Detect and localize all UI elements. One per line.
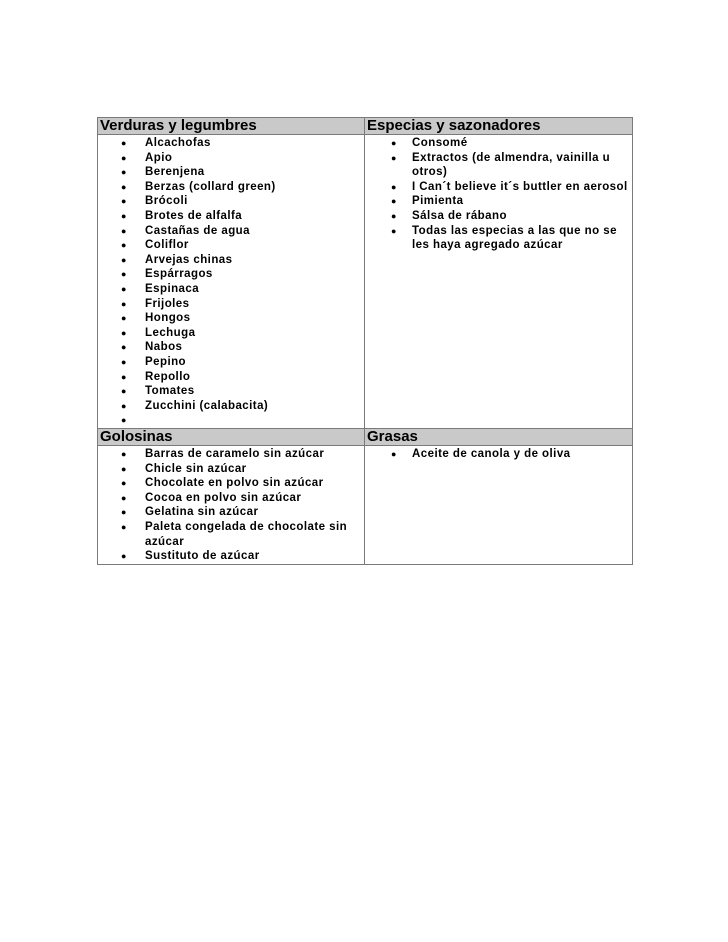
bullet-icon: ● — [391, 210, 397, 221]
list-item — [365, 194, 632, 209]
list-item — [98, 447, 364, 462]
item-text: Paleta congelada de chocolate sin azúcar — [145, 520, 348, 548]
item-text: Tomates — [145, 385, 195, 398]
list-grasas — [365, 446, 632, 462]
bullet-icon: ● — [391, 225, 397, 236]
list-item — [98, 253, 364, 268]
list-item — [98, 151, 364, 166]
item-text: Sálsa de rábano — [412, 209, 507, 222]
header-verduras: Verduras y legumbres — [98, 118, 365, 135]
bullet-icon: ● — [121, 254, 127, 265]
bullet-icon: ● — [121, 210, 127, 221]
bullet-icon: ● — [121, 449, 127, 459]
list-item — [98, 520, 364, 549]
item-text: Chocolate en polvo sin azúcar — [145, 477, 324, 490]
list-item — [98, 180, 364, 195]
bullet-icon: ● — [121, 181, 127, 192]
bullet-icon: ● — [121, 283, 127, 294]
list-item — [98, 209, 364, 224]
bullet-icon: ● — [121, 138, 127, 148]
item-text: Aceite de canola y de oliva — [412, 448, 571, 460]
item-text: Barras de caramelo sin azúcar — [145, 448, 325, 460]
item-text: Castañas de agua — [145, 224, 250, 237]
cell-especias — [365, 135, 633, 429]
list-item — [365, 224, 632, 253]
header-golosinas: Golosinas — [98, 429, 365, 446]
bullet-icon: ● — [121, 327, 127, 338]
item-text: Extractos (de almendra, vainilla u otros) — [412, 151, 611, 179]
item-text: Pimienta — [412, 195, 464, 208]
item-text: Alcachofas — [145, 137, 211, 149]
bullet-icon: ● — [391, 196, 397, 207]
bullet-icon: ● — [121, 298, 127, 309]
item-text: Brotes de alfalfa — [145, 209, 243, 222]
bullet-icon: ● — [121, 521, 127, 532]
cell-verduras — [98, 135, 365, 429]
bullet-icon: ● — [121, 415, 127, 426]
item-text: Repollo — [145, 370, 191, 383]
bullet-icon: ● — [121, 551, 127, 562]
bullet-icon: ● — [121, 463, 127, 474]
list-item-empty — [98, 413, 364, 428]
list-item — [365, 180, 632, 195]
item-text: Gelatina sin azúcar — [145, 506, 259, 519]
list-item — [98, 399, 364, 414]
list-verduras — [98, 135, 364, 428]
header-grasas: Grasas — [365, 429, 633, 446]
list-item — [98, 311, 364, 326]
list-especias — [365, 135, 632, 253]
bullet-icon: ● — [121, 152, 127, 163]
list-item — [98, 384, 364, 399]
item-text: Nabos — [145, 341, 183, 354]
item-text: Todas las especias a las que no se les haya agregado azúcar — [412, 224, 617, 252]
item-text: Lechuga — [145, 326, 196, 339]
item-text: Hongos — [145, 312, 191, 325]
item-text: Frijoles — [145, 297, 190, 310]
bullet-icon: ● — [391, 138, 397, 148]
bullet-icon: ● — [121, 492, 127, 503]
bullet-icon: ● — [391, 181, 397, 192]
cell-golosinas — [98, 446, 365, 565]
bullet-icon: ● — [121, 167, 127, 178]
list-golosinas — [98, 446, 364, 564]
bullet-icon: ● — [121, 342, 127, 353]
list-item — [98, 267, 364, 282]
list-item — [98, 136, 364, 151]
bullet-icon: ● — [121, 240, 127, 251]
bullet-icon: ● — [121, 269, 127, 280]
item-text: Cocoa en polvo sin azúcar — [145, 491, 302, 504]
item-text: Zucchini (calabacita) — [145, 399, 269, 412]
bullet-icon: ● — [121, 313, 127, 324]
item-text: Consomé — [412, 137, 468, 149]
list-item — [98, 224, 364, 239]
item-text: I Can´t believe it´s buttler en aerosol — [412, 180, 628, 193]
bullet-icon: ● — [121, 356, 127, 367]
list-item — [98, 194, 364, 209]
bullet-icon: ● — [121, 478, 127, 489]
item-text: Brócoli — [145, 195, 188, 208]
item-text: Chicle sin azúcar — [145, 462, 247, 475]
list-item — [98, 326, 364, 341]
list-item — [98, 165, 364, 180]
bullet-icon: ● — [391, 449, 397, 459]
food-list-table — [97, 117, 633, 565]
list-item — [98, 355, 364, 370]
list-item — [98, 549, 364, 564]
list-item — [98, 238, 364, 253]
bullet-icon: ● — [391, 152, 397, 163]
content-row-1 — [98, 135, 633, 429]
item-text: Berenjena — [145, 166, 205, 179]
bullet-icon: ● — [121, 507, 127, 518]
list-item — [98, 370, 364, 385]
header-row-1 — [98, 118, 633, 135]
bullet-icon: ● — [121, 400, 127, 411]
content-row-2 — [98, 446, 633, 565]
item-text: Berzas (collard green) — [145, 180, 276, 193]
bullet-icon: ● — [121, 196, 127, 207]
list-item — [365, 447, 632, 462]
header-especias: Especias y sazonadores — [365, 118, 633, 135]
cell-grasas — [365, 446, 633, 565]
header-row-2 — [98, 429, 633, 446]
item-text: Coliflor — [145, 239, 189, 252]
bullet-icon: ● — [121, 386, 127, 397]
item-text: Apio — [145, 151, 173, 164]
list-item — [98, 505, 364, 520]
list-item — [98, 282, 364, 297]
list-item — [365, 136, 632, 151]
list-item — [98, 297, 364, 312]
list-item — [365, 209, 632, 224]
list-item — [98, 340, 364, 355]
item-text: Espinaca — [145, 282, 200, 295]
list-item — [98, 476, 364, 491]
item-text: Pepino — [145, 355, 187, 368]
bullet-icon: ● — [121, 225, 127, 236]
item-text: Arvejas chinas — [145, 253, 233, 266]
list-item — [365, 151, 632, 180]
item-text: Espárragos — [145, 268, 213, 281]
list-item — [98, 491, 364, 506]
item-text: Sustituto de azúcar — [145, 550, 260, 563]
bullet-icon: ● — [121, 371, 127, 382]
list-item — [98, 462, 364, 477]
